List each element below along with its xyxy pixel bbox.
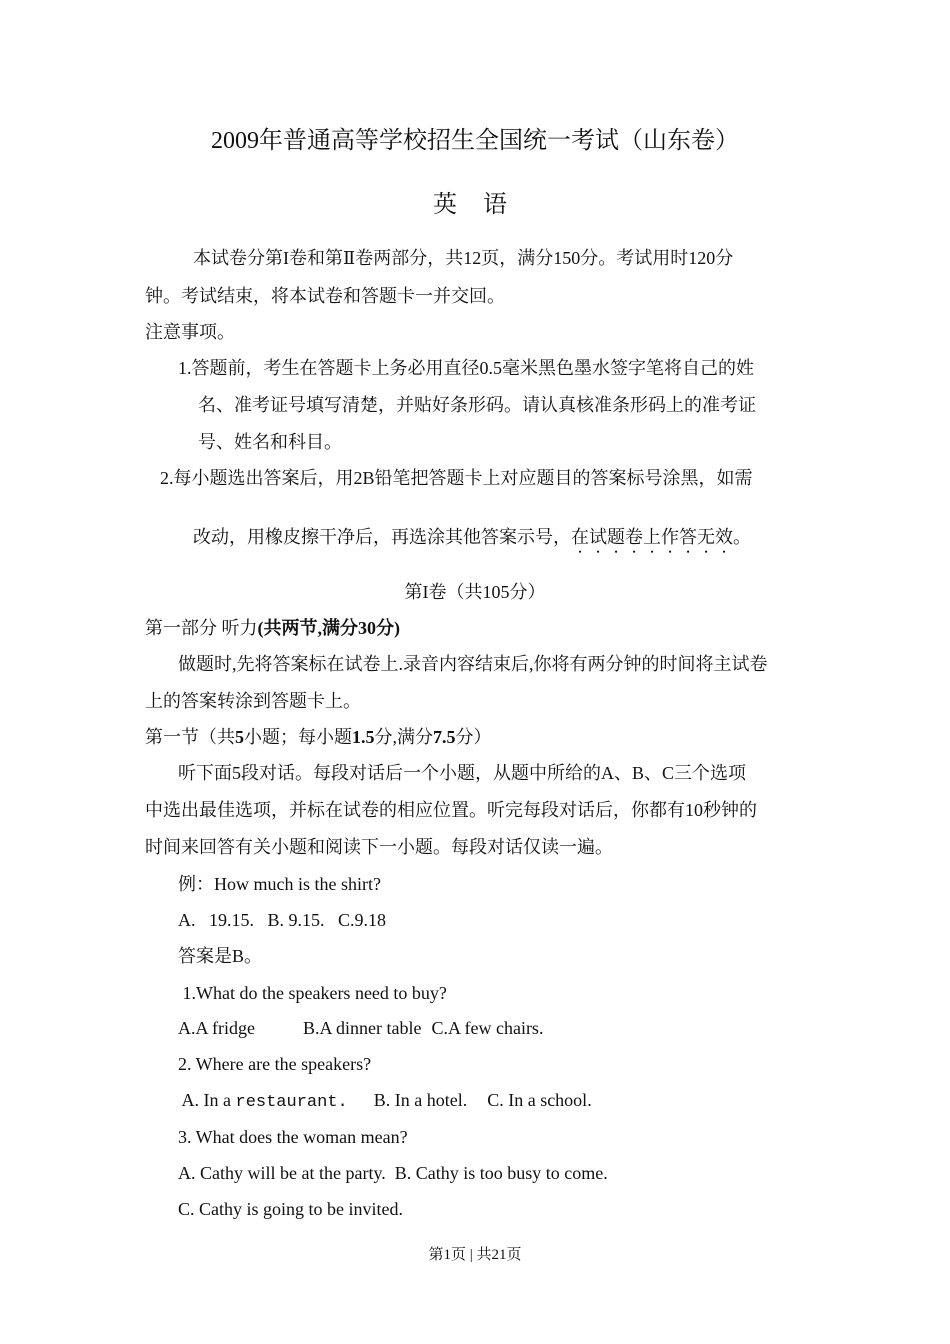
section-1-each-score: 1.5	[352, 727, 375, 747]
question-1-option-c: C.A few chairs.	[431, 1018, 544, 1038]
question-3-option-c: C. Cathy is going to be invited.	[178, 1199, 403, 1219]
question-1-options	[178, 1016, 543, 1040]
section-1-total-score: 7.5	[433, 727, 456, 747]
notice-item-2-end: 。	[733, 527, 751, 547]
example-question: 例：How much is the shirt?	[178, 874, 381, 894]
intro-line-1: 本试卷分第I卷和第Ⅱ卷两部分，共12页，满分150分。考试用时120分	[193, 248, 734, 268]
instruction-line-1: 做题时,先将答案标在试卷上.录音内容结束后,你将有两分钟的时间将主试卷	[178, 654, 768, 674]
question-2-option-c: C. In a school.	[487, 1090, 592, 1110]
exam-title: 2009年普通高等学校招生全国统一考试（山东卷）	[211, 128, 739, 154]
notice-item-2-line-1: 2.每小题选出答案后，用2B铅笔把答题卡上对应题目的答案标号涂黑，如需	[160, 468, 753, 488]
section-1-text-d: 分）	[455, 727, 492, 747]
example-answer: 答案是B。	[178, 946, 263, 966]
question-2-options	[178, 1088, 592, 1115]
notice-item-2-line-2	[193, 525, 751, 557]
instruction-line-2: 上的答案转涂到答题卡上。	[145, 691, 361, 711]
notice-item-2-text: 改动，用橡皮擦干净后，再选涂其他答案示号，	[193, 527, 571, 547]
intro-line-2: 钟。考试结束，将本试卷和答题卡一并交回。	[145, 286, 505, 306]
section-1-text-b: 小题；每小题	[244, 727, 352, 747]
example-options: A. 19.15. B. 9.15. C.9.18	[178, 910, 387, 930]
section-1-text-c: 分,满分	[374, 727, 433, 747]
question-2-option-b: B. In a hotel.	[373, 1090, 468, 1110]
volume-1-heading: 第I卷（共105分）	[404, 582, 546, 602]
question-3-stem: 3. What does the woman mean?	[178, 1127, 408, 1147]
part-1-label: 第一部分 听力	[145, 618, 258, 638]
part-1-score: (共两节,满分30分)	[257, 618, 400, 638]
section-1-text-a: 第一节（共	[145, 727, 235, 747]
directions-line-3: 时间来回答有关小题和阅读下一小题。每段对话仅读一遍。	[145, 837, 613, 857]
section-1-count: 5	[235, 727, 244, 747]
notice-item-1-line-2: 名、准考证号填写清楚，并贴好条形码。请认真核准条形码上的准考证	[198, 395, 756, 415]
directions-line-1: 听下面5段对话。每段对话后一个小题，从题中所给的A、B、C三个选项	[178, 763, 747, 783]
question-1-option-a: A.A fridge	[178, 1018, 255, 1038]
question-2-option-a: A. In a	[178, 1090, 236, 1110]
question-1-stem: 1.What do the speakers need to buy?	[178, 983, 447, 1003]
question-3-options-ab: A. Cathy will be at the party. B. Cathy is too busy to come.	[178, 1163, 608, 1183]
section-1-heading	[145, 725, 492, 749]
emphasized-warning: 在试题卷上作答无效	[571, 527, 733, 547]
subject-title: 英 语	[433, 192, 517, 218]
question-2-option-a-word: restaurant.	[235, 1093, 348, 1112]
question-1-option-b: B.A dinner table	[302, 1018, 422, 1038]
notice-item-1-line-3: 号、姓名和科目。	[198, 432, 342, 452]
directions-line-2: 中选出最佳选项，并标在试卷的相应位置。听完每段对话后，你都有10秒钟的	[145, 800, 757, 820]
part-1-heading	[145, 616, 400, 640]
notice-item-1-line-1: 1.答题前，考生在答题卡上务必用直径0.5毫米黑色墨水签字笔将自己的姓	[178, 358, 754, 378]
question-2-stem: 2. Where are the speakers?	[178, 1054, 372, 1074]
notice-heading: 注意事项。	[145, 322, 235, 342]
page-footer: 第1页 | 共21页	[428, 1247, 522, 1263]
